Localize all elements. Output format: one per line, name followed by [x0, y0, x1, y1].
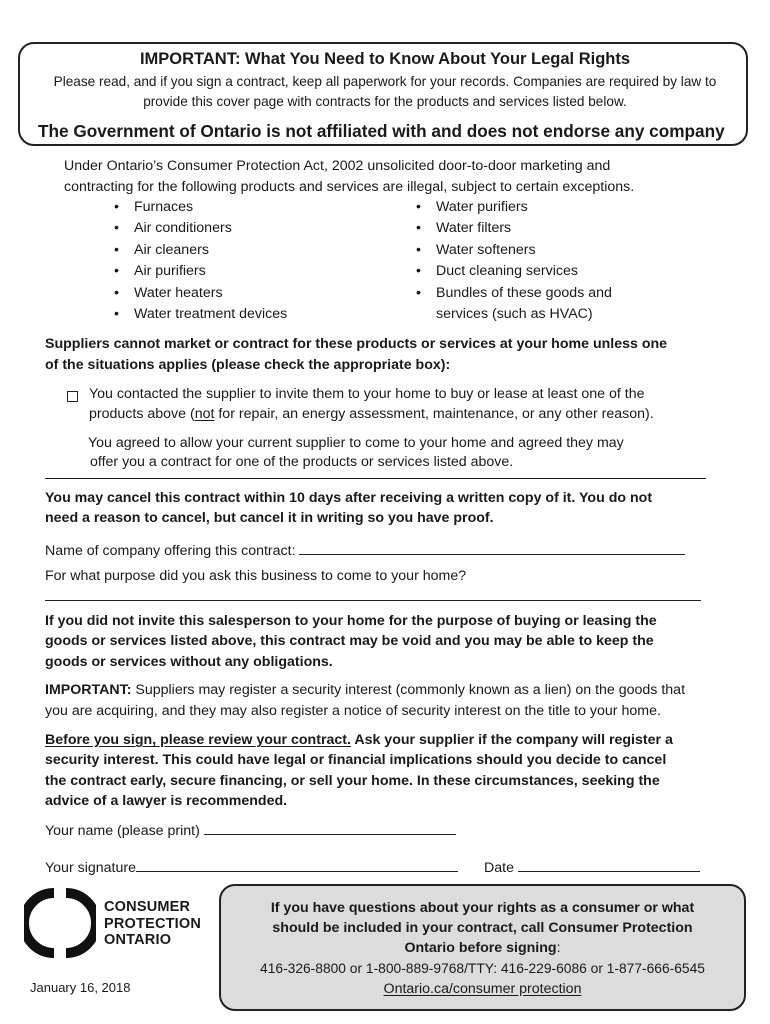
- name-field[interactable]: Your name (please print): [45, 820, 456, 839]
- header-line-2: provide this cover page with contracts for the products and services listed below.: [143, 94, 627, 109]
- list-item: • Air conditioners: [112, 218, 287, 239]
- option-1-line-1: You contacted the supplier to invite them to your home to buy or lease at least one of the: [89, 386, 645, 402]
- list-item: • Air purifiers: [112, 261, 287, 282]
- list-item: • Water softeners: [414, 240, 612, 261]
- consumer-protection-logo-icon: [24, 887, 96, 959]
- intro-line-2: contracting for the following products and services are illegal, subject to certain exceptions.: [64, 179, 635, 195]
- important-line-1: IMPORTANT: Suppliers may register a security interest (commonly known as a lien) on the goods that: [45, 682, 686, 698]
- header-title: IMPORTANT: What You Need to Know About Your Legal Rights: [139, 50, 631, 68]
- suppliers-line-2: of the situations applies (please check the appropriate box):: [45, 357, 451, 373]
- option-2-line-2: offer you a contract for one of the products or services listed above.: [90, 454, 514, 470]
- list-item: • Air cleaners: [112, 240, 287, 261]
- product-list-left: [112, 197, 287, 325]
- divider: [45, 478, 706, 479]
- signature-field[interactable]: Your signature: [45, 857, 458, 876]
- footer-line-3: Ontario before signing:: [404, 940, 561, 956]
- date-blank[interactable]: [518, 857, 700, 872]
- list-item-continuation: services (such as HVAC): [436, 305, 593, 322]
- date-stamp: January 16, 2018: [30, 980, 131, 995]
- company-name-blank[interactable]: [299, 540, 685, 555]
- list-item: • Water heaters: [112, 283, 287, 304]
- name-blank[interactable]: [204, 820, 456, 835]
- list-item: • Water purifiers: [414, 197, 612, 218]
- review-line-1: Before you sign, please review your contract. Ask your supplier if the company will register a: [45, 732, 673, 748]
- review-line-2: security interest. This could have legal or financial implications should you decide to cancel: [45, 752, 667, 768]
- review-line-4: advice of a lawyer is recommended.: [45, 793, 288, 809]
- list-item: • Water filters: [414, 218, 612, 239]
- product-list-right: [414, 197, 612, 325]
- company-name-field[interactable]: Name of company offering this contract:: [45, 540, 685, 559]
- signature-blank[interactable]: [136, 857, 458, 872]
- list-item: • Duct cleaning services: [414, 261, 612, 282]
- consumer-protection-link[interactable]: Ontario.ca/consumer protection: [383, 981, 582, 997]
- logo-wordmark: CONSUMER PROTECTION ONTARIO: [104, 899, 202, 948]
- list-item: • Water treatment devices: [112, 304, 287, 325]
- government-notice: The Government of Ontario is not affiliated with and does not endorse any company: [38, 121, 725, 141]
- option-1-line-2: products above (not for repair, an energy assessment, maintenance, or any other reason).: [89, 406, 654, 422]
- list-item: • Bundles of these goods and: [414, 283, 612, 304]
- cancel-line-2: need a reason to cancel, but cancel it in writing so you have proof.: [45, 510, 494, 526]
- purpose-label: For what purpose did you ask this business to come to your home?: [45, 568, 467, 584]
- option-2-line-1: You agreed to allow your current supplier to come to your home and agreed they may: [88, 435, 624, 451]
- review-line-3: the contract early, secure financing, or sell your home. In these circumstances, seeking the: [45, 773, 660, 789]
- cancel-line-1: You may cancel this contract within 10 days after receiving a written copy of it. You do not: [45, 490, 653, 506]
- important-line-2: you are acquiring, and they may also register a notice of security interest on the title to your home.: [45, 703, 661, 719]
- list-item: • Furnaces: [112, 197, 287, 218]
- consumer-protection-link-wrap: [219, 981, 746, 997]
- void-line-3: goods or services without any obligations.: [45, 654, 333, 670]
- footer-line-2: should be included in your contract, call Consumer Protection: [272, 920, 693, 936]
- date-field[interactable]: Date: [484, 857, 700, 876]
- header-line-1: Please read, and if you sign a contract, keep all paperwork for your records. Companies are required by law to: [53, 74, 717, 89]
- intro-line-1: Under Ontario’s Consumer Protection Act, 2002 unsolicited door-to-door marketing and: [64, 158, 611, 174]
- invite-checkbox[interactable]: [67, 391, 78, 402]
- suppliers-line-1: Suppliers cannot market or contract for these products or services at your home unless one: [45, 336, 668, 352]
- purpose-answer-line[interactable]: [45, 600, 701, 601]
- phone-numbers: 416-326-8800 or 1-800-889-9768/TTY: 416-229-6086 or 1-877-666-6545: [260, 961, 705, 976]
- footer-line-1: If you have questions about your rights as a consumer or what: [270, 900, 695, 916]
- void-line-2: goods or services listed above, this contract may be void and you may be able to keep the: [45, 633, 654, 649]
- void-line-1: If you did not invite this salesperson to your home for the purpose of buying or leasing the: [45, 613, 657, 629]
